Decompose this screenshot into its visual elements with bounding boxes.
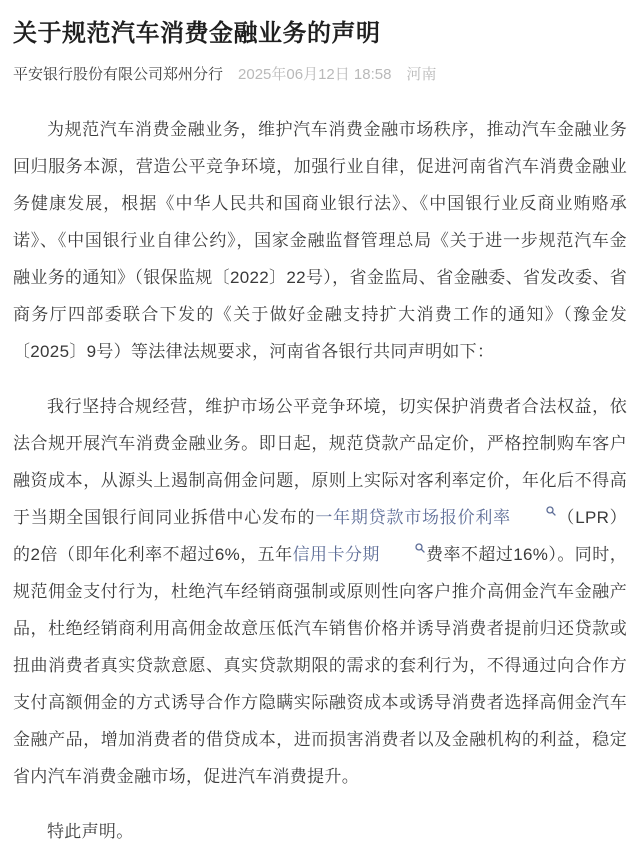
entity-link-lpr-label: 一年期贷款市场报价利率 [315, 508, 511, 528]
paragraph-2-text-2: （LPR）的2倍（即年化利率不超过6%，五年 [13, 508, 627, 565]
entity-link-credit-card-installment[interactable] [293, 545, 426, 564]
entity-search-icon [512, 506, 556, 516]
article-body [13, 111, 627, 850]
entity-link-installment-label: 信用卡分期 [292, 545, 380, 565]
publish-location: 河南 [406, 66, 437, 84]
paragraph-2-text-1: 我行坚持合规经营，维护市场公平竞争环境，切实保护消费者合法权益，依法合规开展汽车消费金融业务。即日起，规范贷款产品定价，严格控制购车客户融资成本，从源头上遏制高佣金问题，原则上实际对客利率定价，年化后不得高于当期全国银行间同业拆借中心发布的 [13, 397, 627, 528]
paragraph-3-text: 特此声明。 [47, 822, 134, 842]
entity-search-icon [381, 543, 425, 553]
article-title: 关于规范汽车消费金融业务的声明 [13, 20, 381, 47]
entity-link-lpr[interactable] [315, 508, 557, 527]
paragraph-2-text-3: 费率不超过16%）。同时，规范佣金支付行为，杜绝汽车经销商强制或原则性向客户推介高佣金汽车金融产品，杜绝经销商利用高佣金故意压低汽车销售价格并诱导消费者提前归还贷款或扭曲消费者真实贷款意愿、真实贷款期限的需求的套利行为，不得通过向合作方支付高额佣金的方式诱导合作方隐瞒实际融资成本或诱导消费者选择高佣金汽车金融产品，增加消费者的借贷成本，进而损害消费者以及金融机构的利益，稳定省内汽车消费金融市场，促进汽车消费提升。 [13, 545, 627, 787]
paragraph-1-text: 为规范汽车消费金融业务，维护汽车消费金融市场秩序，推动汽车金融业务回归服务本源，营造公平竞争环境，加强行业自律，促进河南省汽车消费金融业务健康发展，根据《中华人民共和国商业银行法》、《中国银行业反商业贿赂承诺》、《中国银行业自律公约》，国家金融监督管理总局《关于进一步规范汽车金融业务的通知》（银保监规〔2022〕22号），省金监局、省金融委、省发改委、省商务厅四部委联合下发的《关于做好金融支持扩大消费工作的通知》（豫金发〔2025〕9号）等法律法规要求，河南省各银行共同声明如下： [13, 120, 627, 362]
paragraph-3 [13, 813, 627, 850]
author-name[interactable]: 平安银行股份有限公司郑州分行 [13, 66, 224, 84]
publish-date: 2025年06月12日 18:58 [238, 66, 392, 84]
paragraph-2 [13, 388, 627, 795]
byline [13, 65, 627, 85]
paragraph-1 [13, 111, 627, 370]
